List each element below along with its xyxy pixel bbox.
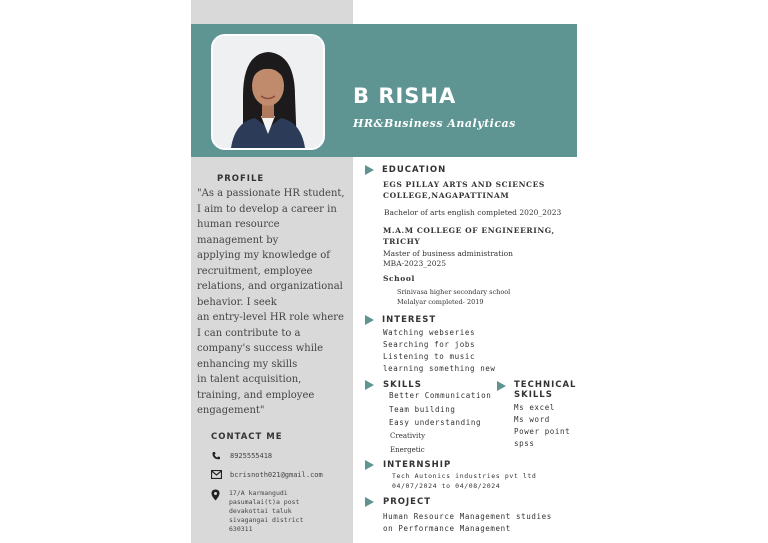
profile-line: "As a passionate HR student, [197,188,345,199]
interest-heading: INTEREST [382,315,437,325]
chevron-right-icon [365,380,374,390]
address-line: 17/A karmangudi [229,489,288,497]
project-line1: Human Resource Management studies [383,512,552,521]
profile-line: company's success while [197,343,324,354]
internship-dates: 04/07/2024 to 04/08/2024 [392,482,501,490]
profile-line: relations, and organizational [197,281,343,292]
skill-item: Easy understanding [389,418,482,427]
phone-number: 8925555418 [230,452,273,460]
address-line: 630311 [229,525,253,533]
college1-name-line2: COLLEGE,NAGAPATTINAM [383,191,510,200]
profile-line: enhancing my skills [197,358,298,370]
chevron-right-icon [365,497,374,507]
skill-item: Better Communication [389,391,492,400]
technical-skill-item: spss [514,439,535,448]
profile-line: applying my knowledge of [197,250,330,261]
phone-icon [211,451,221,461]
profile-line: management by [197,234,279,246]
skill-item: Creativity [390,432,426,440]
college2-name-line1: M.A.M COLLEGE OF ENGINEERING, [383,226,555,235]
profile-line: I aim to develop a career in [197,203,337,215]
internship-company: Tech Autonics industries pvt ltd [392,472,537,480]
project-line2: on Performance Management [383,524,511,533]
contact-heading: CONTACT ME [211,432,283,442]
college1-detail: Bachelor of arts english completed 2020_2023 [384,208,562,217]
location-pin-icon [211,489,221,499]
interest-item: learning something new [383,364,496,373]
portrait-illustration [213,36,323,148]
chevron-right-icon [365,460,374,470]
interest-item: Watching webseries [383,328,476,337]
chevron-right-icon [365,165,374,175]
profile-text [197,186,351,419]
email-address: bcrisnoth021@gmail.com [230,471,323,479]
profile-line: recruitment, employee [197,265,313,277]
profile-line: engagement" [197,405,265,416]
project-heading: PROJECT [383,497,432,507]
skill-item: Team building [389,405,456,414]
internship-heading: INTERNSHIP [383,460,452,470]
profile-line: in talent acquisition, [197,374,302,385]
school-detail1: Srinivasa higher secondary school [397,288,511,296]
college2-name-line2: TRICHY [383,237,421,246]
technical-skill-item: Power point [514,427,571,436]
profile-heading: PROFILE [217,174,265,184]
skill-item: Energetic [390,446,425,454]
profile-line: I can contribute to a [197,327,301,339]
school-detail2: Melalyar completed- 2019 [397,298,484,306]
chevron-right-icon [497,381,506,391]
mail-icon [211,470,221,480]
interest-item: Searching for jobs [383,340,476,349]
candidate-name: B RISHA [353,84,457,108]
profile-line: training, and employee [197,389,315,401]
profile-photo [211,34,325,150]
skills-heading: SKILLS [383,380,422,390]
interest-item: Listening to music [383,352,476,361]
technical-skill-item: Ms word [514,415,550,424]
profile-line: human resource [197,219,280,230]
education-heading: EDUCATION [382,165,447,175]
address-block [229,489,303,534]
candidate-role: HR&Business Analyticas [353,117,516,130]
school-label: School [383,274,415,283]
college1-name-line1: EGS PILLAY ARTS AND SCIENCES [383,180,545,189]
profile-line: behavior. I seek [197,296,277,308]
address-line: devakottai taluk [229,507,292,515]
technical-skill-item: Ms excel [514,403,555,412]
college2-detail1: Master of business administration [383,249,514,258]
technical-skills-heading-line1: TECHNICAL [514,380,577,390]
address-line: pasumalai(t)a post [229,498,300,506]
chevron-right-icon [365,315,374,325]
college2-detail2: MBA-2023_2025 [383,259,447,268]
technical-skills-heading-line2: SKILLS [514,390,553,400]
address-line: sivagangai district [229,516,304,524]
profile-line: an entry-level HR role where [197,312,344,323]
